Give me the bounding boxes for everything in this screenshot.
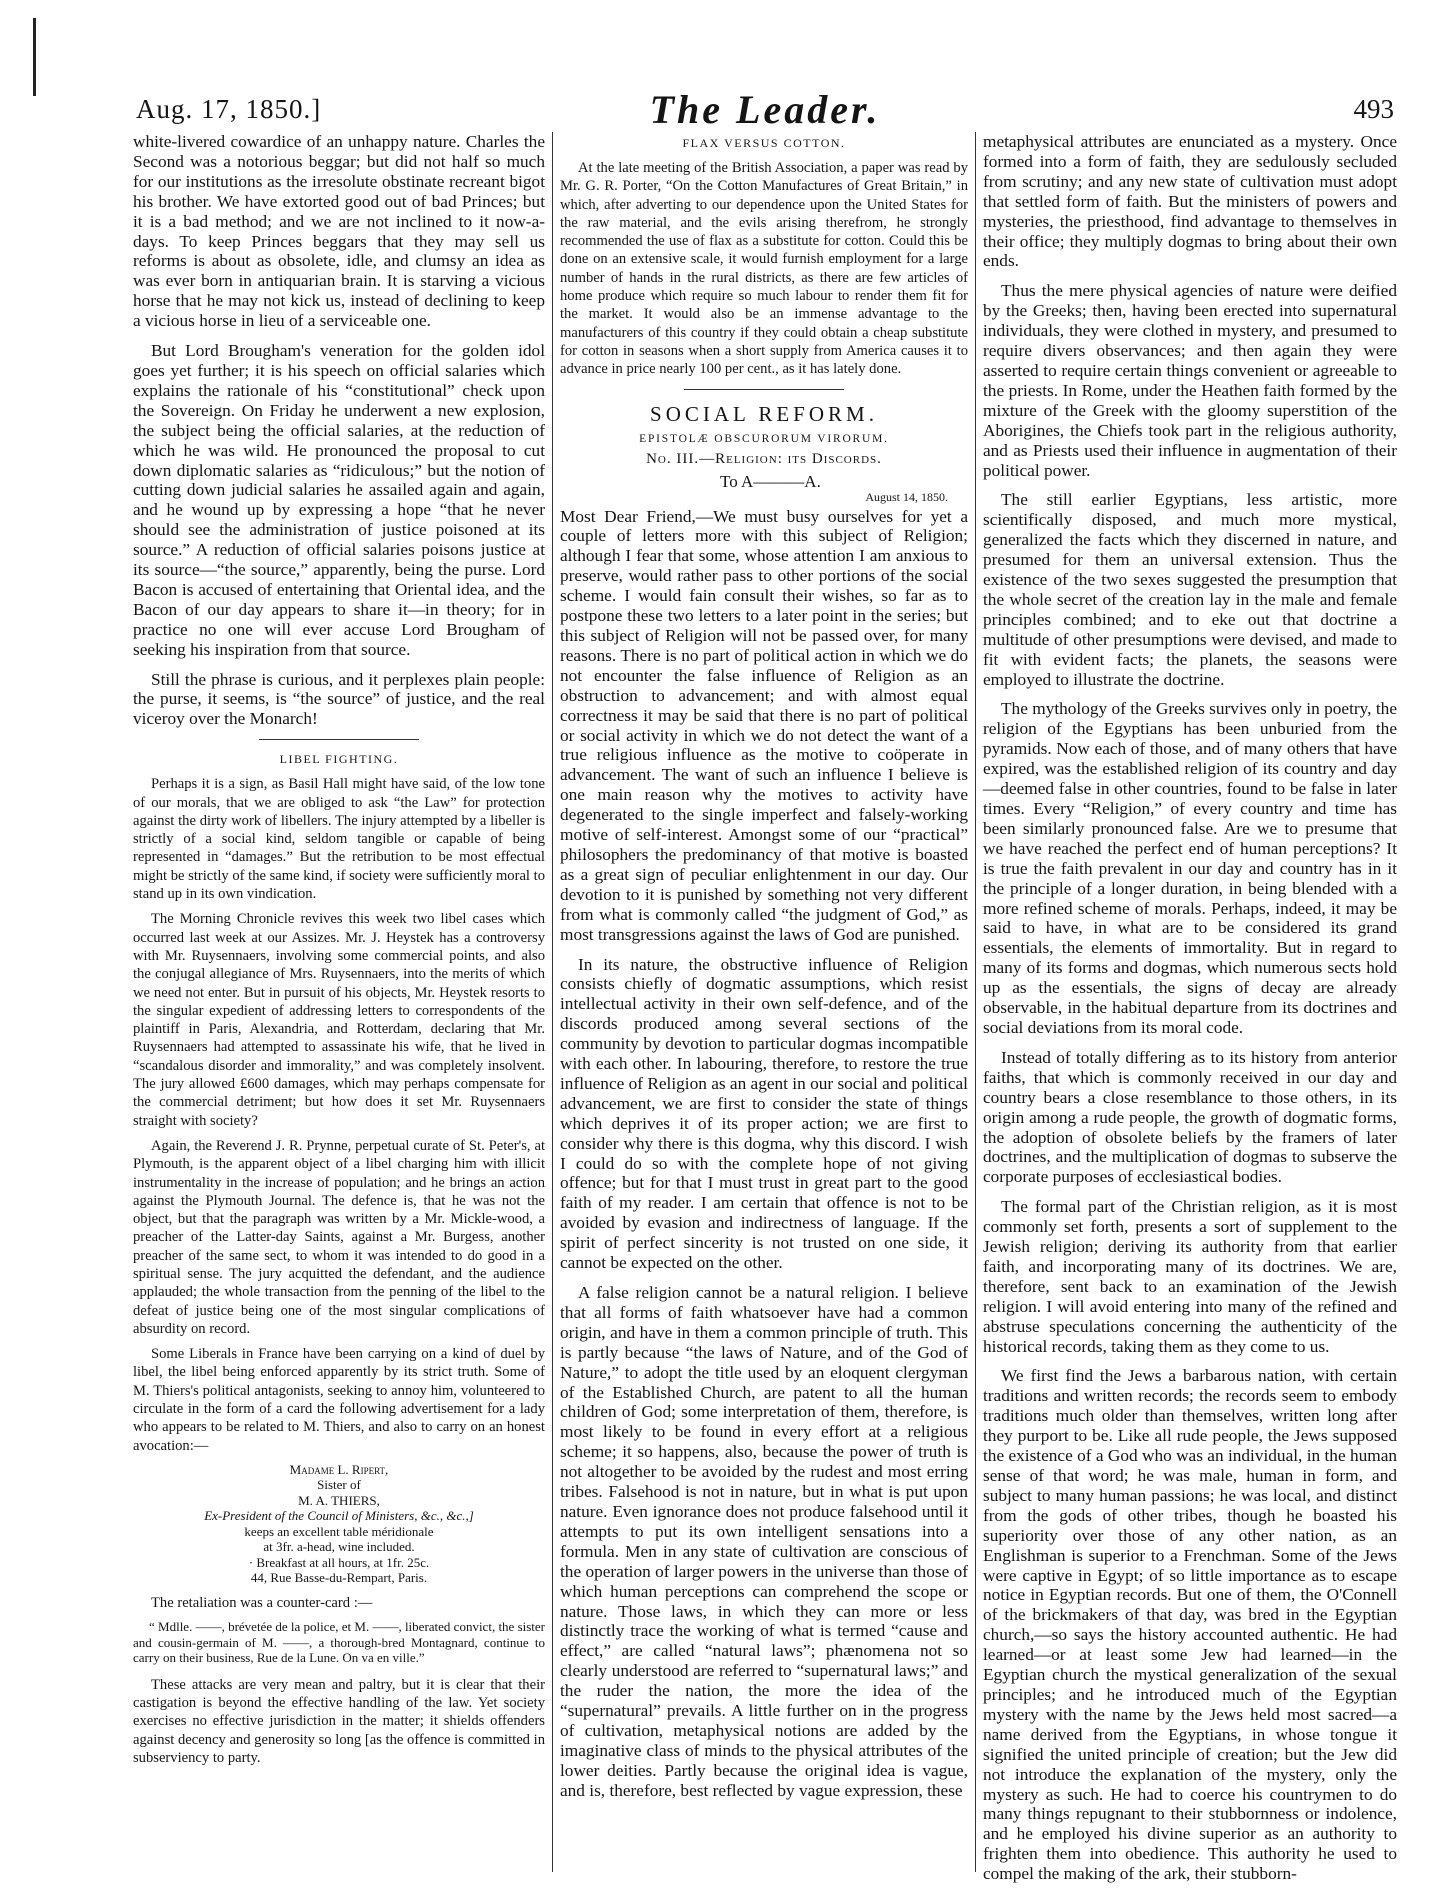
- paragraph: These attacks are very mean and paltry, but it is clear that their castigation is beyond the effective handling of the law. Yet society exercises no effective jurisdiction in the matter; it shields offenders against decency and generosity so long [as the offence is committed in subserviency to party.: [133, 1676, 545, 1766]
- card-line: Sister of: [317, 1477, 361, 1493]
- addressee: To A———A.: [720, 471, 821, 491]
- paragraph: Thus the mere physical agencies of nature were deified by the Greeks; then, having been erected into supernatural individuals, they were clothed in mystery, and presumed to require divers observances; and then again they were asserted to require certain things convenient or agreeable to the priests. In Rome, under the Heathen faith formed by the mixture of the Greek with the gloomy superstition of the Aborigines, the Chiefs took part in the religious authority, and as Priests used their influence in augmentation of their political power.: [983, 281, 1397, 480]
- column-2: [560, 132, 968, 1872]
- paragraph: Some Liberals in France have been carrying on a kind of duel by libel, the libel being enforced apparently by its strict truth. Some of M. Thiers's political antagonists, seeking to annoy him, volunteered to circulate in the form of a card the following advertisement for a lady who appears to be related to M. Thiers, and also to carry on an honest avocation:—: [133, 1346, 545, 1454]
- masthead-title: The Leader.: [649, 87, 881, 132]
- section-rule: [259, 739, 419, 740]
- paragraph: The retaliation was a counter-card :—: [151, 1594, 373, 1611]
- paragraph: Still the phrase is curious, and it perplexes plain people: the purse, it seems, is “the source” of justice, and the real viceroy over the Monarch!: [133, 669, 545, 729]
- paragraph: Most Dear Friend,—We must busy ourselves for yet a couple of letters more with this subject of Religion; although I fear that some, whose attention I am anxious to preserve, would rather pass to other portions of the social scheme. I would fain consult their wishes, so far as to postpone these two letters to a later point in the series; but this subject of Religion will not be passed over, for many reasons. There is no part of political action in which we do not encounter the false influence of Religion as an obstruction to advancement; and with almost equal correctness it may be said that there is no part of political or social activity in which we do not detect the want of a true religious influence as the motive to coöperate in advancement. The want of such an influence I believe is one main reason why the motives to activity have degenerated to the single imperfect and falsely-working motive of self-interest. Amongst some of our “practical” philosophers the predominancy of that motive is boasted as a great sign of peculiar enlightenment in our day. Our devotion to it is punished by something not very different from what is commonly called “the judgment of God,” as most transgressions against the laws of God are punished.: [560, 506, 968, 944]
- column-divider-2: [975, 132, 976, 1872]
- margin-rule: [33, 18, 36, 96]
- paragraph: metaphysical attributes are enunciated as a mystery. Once formed into a form of faith, they are sedulously secluded from scrutiny; and any new state of cultivation must adopt that settled form of faith. But the ministers of powers and mysteries, the priesthood, find advantage to themselves in their office; they multiply dogmas to bring about their own ends.: [983, 132, 1397, 271]
- paragraph: At the late meeting of the British Association, a paper was read by Mr. G. R. Porter, “On the Cotton Manufactures of Great Britain,” in which, after adverting to our dependence upon the United States for the raw material, and the evils arising therefrom, he strongly recommended the use of flax as a substitute for cotton. Could this be done on an extensive scale, it would furnish employment for a large number of hands in the rural districts, as there are few articles of home produce which require so much labour to render them fit for the market. It would also be an immense advantage to the manufacturers of this country if they could obtain a cheap substitute for cotton in seasons when a short supply from America causes it to advance in price nearly 100 per cent., as it has lately done.: [560, 160, 968, 378]
- page-header: [133, 86, 1397, 132]
- letter-date: August 14, 1850.: [865, 489, 948, 504]
- libel-heading: LIBEL FIGHTING.: [279, 752, 399, 767]
- advertisement-card: [133, 1462, 545, 1586]
- card-line: 44, Rue Basse-du-Rempart, Paris.: [250, 1570, 428, 1586]
- paragraph: The Morning Chronicle revives this week two libel cases which occurred last week at our Assizes. Mr. J. Heystek has a controversy with Mr. Ruysennaers, involving some commercial points, and also the conjugal allegiance of Mrs. Ruysennaers, into the merits of which we need not enter. But in pursuit of his objects, Mr. Heystek resorts to the singular expedient of addressing letters to correspondents of the plaintiff in Paris, Alexandria, and Rotterdam, declaring that Mr. Ruysennaers had attempted to assassinate his wife, that he lived in “scandalous disorder and immorality,” and was completely insolvent. The jury allowed £600 damages, which may perhaps compensate for the commercial detriment; but how does it set Mr. Ruysennaers straight with society?: [133, 911, 545, 1129]
- card-line: Ex-President of the Council of Ministers, &c., &c.,]: [204, 1508, 474, 1524]
- card-line: keeps an excellent table méridionale: [244, 1523, 434, 1539]
- card-line: M. A. THIERS,: [298, 1492, 380, 1508]
- paragraph: Again, the Reverend J. R. Prynne, perpetual curate of St. Peter's, at Plymouth, is the apparent object of a libel charging him with illicit instrumentality in the increase of population; and he brings an action against the Plymouth Journal. The defence is, that he was not the object, but that the paragraph was written by a Mr. Mickle-wood, a preacher of the Latter-day Saints, against a Mr. Burgess, another preacher of the same sect, to whom it was intended to do good in a spiritual sense. The jury acquitted the defendant, and the audience applauded; the whole transaction from the penning of the libel to the defeat of justice being one of the most singular complications of absurdity on record.: [133, 1137, 545, 1337]
- card-line: at 3fr. a-head, wine included.: [263, 1539, 415, 1555]
- paragraph: Instead of totally differing as to its history from anterior faiths, that which is commonly received in our day and country bears a close resemblance to those others, in its origin among a rude people, the growth of dogmatic forms, the adoption of obsolete beliefs by the framers of later doctrines, and the multiplication of dogmas to subserve the corporate purposes of ecclesiastical bodies.: [983, 1047, 1397, 1187]
- paragraph: The still earlier Egyptians, less artistic, more scientifically disposed, and much more mystical, generalized the facts which they discerned in nature, and presumed for them an universal extension. Thus the existence of the two sexes suggested the presumption that the whole secret of the creation lay in the male and female principles combined; and to eke out that doctrine a multitude of other presumptions were devised, and made to fit with evident facts; the planets, the seasons were employed to illustrate the doctrine.: [983, 490, 1397, 689]
- column-divider-1: [552, 132, 553, 1872]
- paragraph: A false religion cannot be a natural religion. I believe that all forms of faith whatsoever have had a common origin, and have in them a common principle of truth. This is partly because “the laws of Nature, and of the God of Nature,” to adopt the title used by an eloquent clergyman of the Established Church, are patent to all the human children of God; some interpretation of them, therefore, is most likely to be found in every effort at a religious scheme; it so happens, also, because the power of truth is not altogether to be avoided by the rudest and most erring tribes. Falsehood is not in nature, but in what is put upon nature. Even ignorance does not produce falsehood until it attempts to put its own intelligent sensations into a formula. Men in any state of cultivation are conscious of the operation of larger powers in the universe than those of which human perceptions can comprehend the scope or nature. Those laws, in which they can more or less distinctly trace the working of what is termed “cause and effect,” are called “natural laws”; phænomena not so clearly understood are referred to “supernatural laws;” and the ruder the nation, the more the idea of the “supernatural” prevails. A little further on in the progress of cultivation, metaphysical notions are added by the imaginative class of minds to the physical attributes of the lower deities. Partly because the original idea is vague, and is, therefore, best reflected by vague expression, these: [560, 1283, 968, 1800]
- column-1: [133, 132, 545, 1872]
- card-line: Madame L. Ripert,: [289, 1461, 389, 1477]
- column-3: [983, 132, 1397, 1884]
- counter-card: “ Mdlle. ——, brévetée de la police, et M. ——, liberated convict, the sister and cousin-germain of M. ——, a thorough-bred Montagnard, continue to carry on their business, Rue de la Lune. On va en ville.”: [133, 1619, 546, 1666]
- flax-heading: FLAX VERSUS COTTON.: [682, 136, 846, 150]
- section-rule: [684, 389, 844, 390]
- paragraph: The mythology of the Greeks survives only in poetry, the religion of the Egyptians has been unburied from the pyramids. Now each of those, and of many others that have expired, was the established religion of its country and day—deemed false in other countries, found to be false in later times. Every “Religion,” of every country and time has been similarly pronounced false. Are we to presume that we have reached the perfect end of human perceptions? It is true the faith prevalent in our day and country has in it the principle of a longer duration, in being blended with a more refined scheme of morals. Perhaps, indeed, it may be said to have, in what are to be considered its grand essentials, the elements of immortality. But in regard to many of its forms and dogmas, which numerous sects hold up as the essentials, the signs of decay are already observable, in the habitual departure from its doctrines and social deviations from its moral code.: [983, 699, 1397, 1037]
- issue-date: Aug. 17, 1850.]: [136, 94, 322, 124]
- paragraph: The formal part of the Christian religion, as it is most commonly set forth, presents a sort of supplement to the Jewish religion; deriving its authority from that earlier faith, and incorporating many of its doctrines. We are, therefore, sent back to an examination of the Jewish religion. I will avoid entering into many of the refined and abstruse speculations concerning the authenticity of the historical records, taking them as they come to us.: [983, 1197, 1397, 1356]
- page-number: 493: [1353, 94, 1394, 124]
- letter-title: No. III.—Religion: its Discords.: [646, 450, 882, 467]
- paragraph: In its nature, the obstructive influence of Religion consists chiefly of dogmatic assumptions, which resist intellectual activity in their own self-defence, and of the discords produced among several sections of the community by devotion to particular dogmas incompatible with each other. In labouring, therefore, to restore the true influence of Religion as an agent in our social and political advancement, we are first to consider the state of things which deprives it of its proper action; we are first to consider why there is this dogma, why this discord. I wish I could do so with the complete hope of not giving offence; but for that I must trust in great part to the good faith of my reader. I am certain that offence is not to be avoided by evasion and indirectness of language. If the spirit of perfect sincerity is not trusted on one side, it cannot be expected on the other.: [560, 954, 968, 1273]
- paragraph: We first find the Jews a barbarous nation, with certain traditions and written records; the records seem to embody traditions much older than themselves, written long after they purport to be. Like all rude people, the Jews supposed the existence of a God who was an individual, in the human sense of that word; he was male, human in form, and subject to many human passions; he was local, and distinct from the gods of other tribes, though he boasted his superiority over those of any other nation, as an Englishman is superior to a Frenchman. Some of the Jews were captive in Egypt; of so little importance as to escape notice in Egyptian records. But one of them, the O'Connell of the brickmakers of that day, was bred in the Egyptian church,—so says the history accounted authentic. He had learned—or at least some Jew had learned—in the Egyptian church the mystical generalization of the sexual principles; and he introduced much of the Egyptian mystery with the name by the Jews held most sacred—a name derived from the Egyptians, in whose tongue it signified the united principle of creation; but the Jew did not introduce the explanation of the mystery, only the mystery as such. He had to coerce his countrymen to do many things repugnant to their stubbornness or indolence, and he employed his divine superior as an authority to frighten them into obedience. This authority he used to compel the making of the ark, their stubborn-: [983, 1366, 1397, 1884]
- card-line: · Breakfast at all hours, at 1fr. 25c.: [248, 1554, 430, 1570]
- section-title: SOCIAL REFORM.: [650, 401, 878, 426]
- paragraph: Perhaps it is a sign, as Basil Hall might have said, of the low tone of our morals, that we are obliged to ask “the Law” for protection against the dirty work of libellers. The injury attempted by a libeller is strictly of a social kind, seldom tangible or capable of being represented in “damages.” But the retribution to be most effectual might be strictly of the same kind, if society were sufficiently moral to stand up in its own vindication.: [133, 776, 545, 903]
- paragraph: But Lord Brougham's veneration for the golden idol goes yet further; it is his speech on official salaries which explains the rationale of his “constitutional” check upon the Sovereign. On Friday he underwent a new explosion, the subject being the official salaries, at the reduction of which he was wild. He pronounced the proposal to cut down diplomatic salaries as “ridiculous;” but the notion of cutting down judicial salaries he assailed again and again, and he wound up by expressing a hope “that he never should see the administration of justice poisoned at its source.” A reduction of official salaries poisons justice at its source—“the source,” apparently, being the purse. Lord Bacon is accused of entertaining that Oriental idea, and the Bacon of our day appears to share it—in theory; for in practice no one will ever accuse Lord Brougham of seeking his inspiration from that source.: [133, 341, 545, 659]
- series-subtitle: EPISTOLÆ OBSCURORUM VIRORUM.: [639, 432, 889, 445]
- paragraph: white-livered cowardice of an unhappy nature. Charles the Second was a notorious beggar; but did not half so much for our institutions as the irresolute obstinate recreant bigot his brother. We have extorted good out of bad Princes; but it is a bad method; and we are not inclined to it now-a-days. To keep Princes beggars that they may sell us reforms is about as obsolete, idle, and clumsy an idea as was ever born in antiquarian brain. It is starving a vicious horse that he may not kick us, instead of declining to keep a vicious horse in lieu of a serviceable one.: [133, 132, 545, 331]
